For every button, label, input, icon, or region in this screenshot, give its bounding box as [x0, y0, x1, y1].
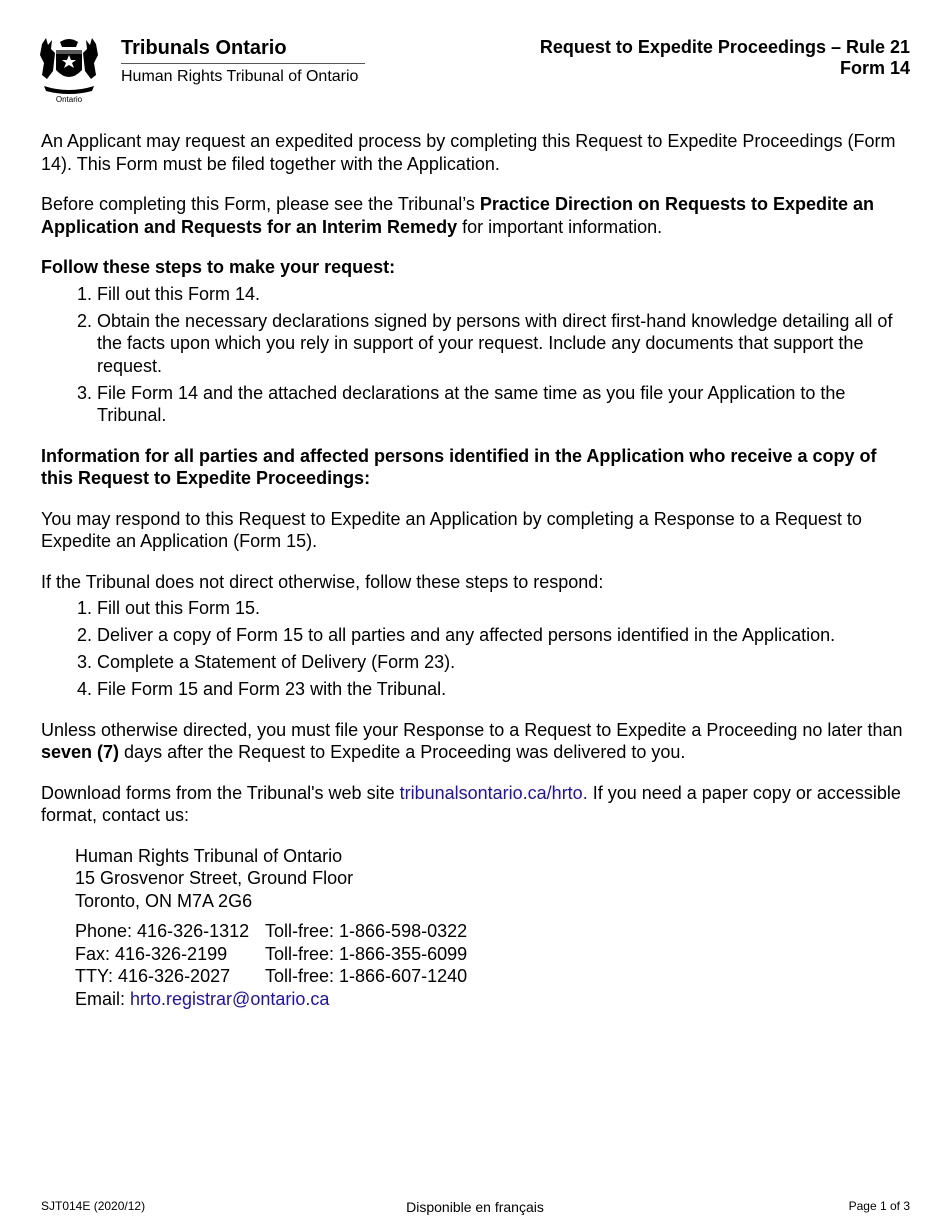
tty-row: TTY: 416-326-2027 Toll-free: 1-866-607-1240 — [75, 966, 468, 986]
response-steps-list — [41, 597, 911, 701]
download-paragraph: Download forms from the Tribunal's web site tribunalsontario.ca/hrto. If you need a paper copy or accessible format, contact us: — [41, 782, 901, 825]
response-steps-intro: If the Tribunal does not direct otherwise, follow these steps to respond: — [41, 571, 604, 592]
address-line: 15 Grosvenor Street, Ground Floor — [75, 868, 354, 888]
list-item: 4. File Form 15 and Form 23 with the Tribunal. — [97, 678, 911, 701]
form-instructions — [41, 130, 911, 1010]
website-link[interactable]: tribunalsontario.ca/hrto. — [399, 782, 588, 803]
org-divider — [121, 63, 365, 64]
mailing-address — [41, 845, 911, 913]
intro-paragraph: An Applicant may request an expedited process by completing this Request to Expedite Proceedings (Form 14). This Form must be filed together with the Application. — [41, 131, 896, 174]
form-code: SJT014E (2020/12) — [41, 1199, 146, 1213]
list-item: 1. Fill out this Form 15. — [97, 597, 911, 620]
phone-row: Phone: 416-326-1312 Toll-free: 1-866-598-0322 — [75, 921, 468, 941]
fax-row: Fax: 416-326-2199 Toll-free: 1-866-355-6099 — [75, 943, 468, 964]
french-availability: Disponible en français — [406, 1199, 544, 1215]
address-line: Human Rights Tribunal of Ontario — [75, 845, 343, 866]
parties-heading: Information for all parties and affected persons identified in the Application who receive a copy of this Request to Expedite Proceedings: — [41, 445, 877, 488]
page-number: Page 1 of 3 — [848, 1199, 910, 1213]
org-subtitle: Human Rights Tribunal of Ontario — [121, 68, 359, 85]
form-title-rule: Request to Expedite Proceedings – Rule 21 — [539, 37, 910, 57]
request-steps-list — [41, 283, 911, 427]
practice-direction-title: Practice Direction on Requests to Expedite an Application and Requests for an Interim Remedy — [41, 194, 874, 237]
list-item: 2. Deliver a copy of Form 15 to all parties and any affected persons identified in the Application. — [97, 624, 911, 647]
list-item: 2. Obtain the necessary declarations signed by persons with direct first-hand knowledge detailing all of the facts upon which you rely in support of your request. Include any documents that support the request. — [97, 310, 911, 378]
email-row: Email: hrto.registrar@ontario.ca — [75, 988, 330, 1009]
ontario-coat-of-arms-icon — [36, 36, 102, 104]
logo-caption: Ontario — [55, 95, 83, 104]
org-name: Tribunals Ontario — [121, 37, 287, 59]
response-paragraph: You may respond to this Request to Expedite an Application by completing a Response to a Request to Expedite an Application (Form 15). — [41, 508, 862, 551]
deadline-days: seven (7) — [41, 742, 120, 762]
list-item: 1. Fill out this Form 14. — [97, 283, 911, 306]
deadline-paragraph: Unless otherwise directed, you must file your Response to a Request to Expedite a Proceeding no later than seven (7) days after the Request to Expedite a Proceeding was delivered to you. — [41, 719, 903, 762]
email-link[interactable]: hrto.registrar@ontario.ca — [130, 988, 330, 1009]
contact-info — [41, 920, 911, 1010]
request-steps-heading: Follow these steps to make your request: — [41, 257, 396, 277]
form-title — [540, 37, 910, 79]
practice-direction-paragraph: Before completing this Form, please see the Tribunal’s Practice Direction on Requests to Expedite an Application and Requests for an Interim Remedy for important information. — [41, 194, 874, 237]
list-item: 3. File Form 14 and the attached declarations at the same time as you file your Application to the Tribunal. — [97, 382, 911, 427]
form-number: Form 14 — [839, 58, 910, 78]
list-item: 3. Complete a Statement of Delivery (Form 23). — [97, 651, 911, 674]
address-line: Toronto, ON M7A 2G6 — [75, 890, 253, 911]
